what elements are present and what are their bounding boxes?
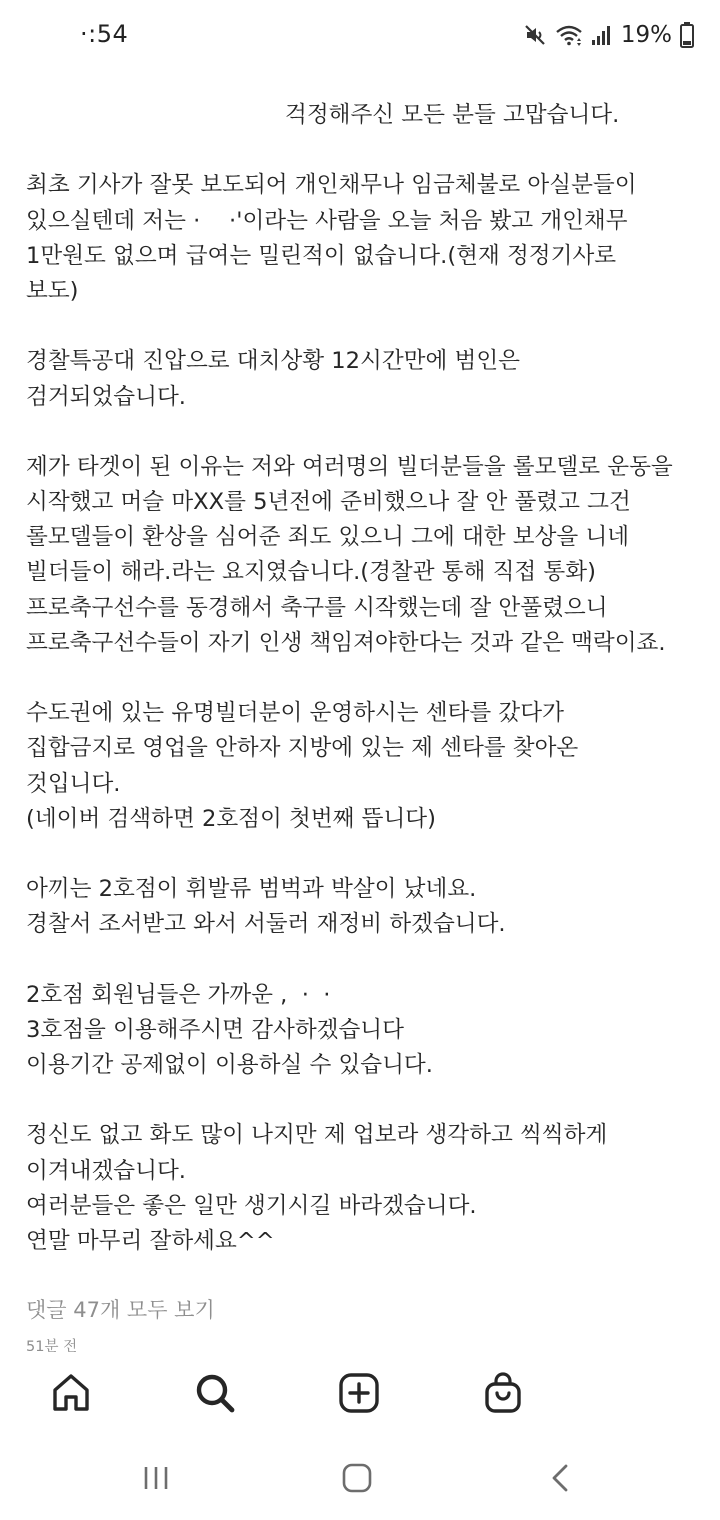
caption-line: 2호점 회원님들은 가까운 , · · bbox=[26, 981, 331, 1008]
caption-line: 제가 타겟이 된 이유는 저와 여러명의 빌더분들을 롤모델로 운동을 bbox=[26, 453, 673, 480]
home-button-icon bbox=[341, 1462, 373, 1498]
recent-apps-button[interactable] bbox=[136, 1462, 176, 1498]
caption-line: 1만원도 없으며 급여는 밀린적이 없습니다.(현재 정정기사로 bbox=[26, 242, 617, 269]
recent-apps-icon bbox=[141, 1464, 171, 1496]
wifi-icon bbox=[555, 23, 583, 47]
post-caption bbox=[26, 98, 706, 1259]
caption-blank-line bbox=[26, 837, 706, 872]
status-icons bbox=[523, 18, 694, 52]
caption-line: 있으실텐데 저는 · ·'이라는 사람을 오늘 처음 봤고 개인채무 bbox=[26, 207, 628, 234]
mute-icon bbox=[523, 23, 547, 47]
caption-line: 최초 기사가 잘못 보도되어 개인채무나 임금체불로 아실분들이 bbox=[26, 172, 637, 199]
caption-blank-line bbox=[26, 415, 706, 450]
caption-blank-line bbox=[26, 943, 706, 978]
caption-line: 경찰특공대 진압으로 대치상황 12시간만에 범인은 bbox=[26, 348, 520, 375]
caption-blank-line bbox=[26, 309, 706, 344]
search-icon bbox=[194, 1372, 236, 1418]
system-nav-bar bbox=[0, 1440, 720, 1520]
plus-square-icon bbox=[338, 1372, 380, 1418]
tab-search[interactable] bbox=[192, 1372, 238, 1418]
caption-line: 롤모델들이 환상을 심어준 죄도 있으니 그에 대한 보상을 니네 bbox=[26, 524, 630, 551]
caption-line: 것입니다. bbox=[26, 770, 121, 797]
post-timestamp: 51분 전 bbox=[26, 1339, 78, 1355]
caption-blank-line bbox=[26, 661, 706, 696]
caption-line: 여러분들은 좋은 일만 생기시길 바라겠습니다. bbox=[26, 1192, 477, 1219]
tab-create[interactable] bbox=[336, 1372, 382, 1418]
home-button[interactable] bbox=[337, 1462, 377, 1498]
battery-percent: 19% bbox=[620, 22, 672, 48]
caption-line: 프로축구선수를 동경해서 축구를 시작했는데 잘 안풀렸으니 bbox=[26, 594, 608, 621]
shopping-bag-icon bbox=[482, 1372, 524, 1418]
caption-line: 프로축구선수들이 자기 인생 책임져야한다는 것과 같은 맥락이죠. bbox=[26, 629, 666, 656]
tab-shop[interactable] bbox=[480, 1372, 526, 1418]
caption-line: 보도) bbox=[26, 277, 79, 304]
view-all-comments-link[interactable]: 댓글 47개 모두 보기 bbox=[26, 1298, 215, 1322]
caption-line: 검거되었습니다. bbox=[26, 383, 186, 410]
caption-line: 경찰서 조서받고 와서 서둘러 재정비 하겠습니다. bbox=[26, 911, 506, 938]
bottom-tab-bar bbox=[0, 1366, 720, 1424]
caption-line: 이용기간 공제없이 이용하실 수 있습니다. bbox=[26, 1052, 433, 1079]
caption-line: 걱정해주신 모든 분들 고맙습니다. bbox=[285, 102, 620, 128]
signal-icon bbox=[591, 24, 613, 46]
caption-line: 빌더들이 해라.라는 요지였습니다.(경찰관 통해 직접 통화) bbox=[26, 559, 596, 586]
caption-line: 집합금지로 영업을 안하자 지방에 있는 제 센타를 찾아온 bbox=[26, 735, 579, 762]
caption-line: 시작했고 머슬 마XX를 5년전에 준비했으나 잘 안 풀렸고 그건 bbox=[26, 489, 631, 516]
caption-line: 이겨내겠습니다. bbox=[26, 1157, 186, 1184]
home-icon bbox=[50, 1372, 92, 1418]
tab-home[interactable] bbox=[48, 1372, 94, 1418]
caption-line: 정신도 없고 화도 많이 나지만 제 업보라 생각하고 씩씩하게 bbox=[26, 1122, 608, 1149]
caption-line: 연말 마무리 잘하세요^^ bbox=[26, 1228, 275, 1254]
caption-blank-line bbox=[26, 1083, 706, 1118]
caption-line: 수도권에 있는 유명빌더분이 운영하시는 센타를 갔다가 bbox=[26, 700, 564, 727]
caption-blank-line bbox=[26, 133, 706, 168]
caption-line: 아끼는 2호점이 휘발류 범벅과 박살이 났네요. bbox=[26, 876, 477, 903]
back-icon bbox=[548, 1463, 572, 1497]
battery-icon bbox=[680, 22, 694, 48]
status-time: ·:54 bbox=[80, 20, 129, 48]
caption-line: 3호점을 이용해주시면 감사하겠습니다 bbox=[26, 1016, 404, 1043]
back-button[interactable] bbox=[540, 1462, 580, 1498]
caption-line: (네이버 검색하면 2호점이 첫번째 뜹니다) bbox=[26, 805, 436, 832]
status-bar bbox=[0, 0, 720, 70]
